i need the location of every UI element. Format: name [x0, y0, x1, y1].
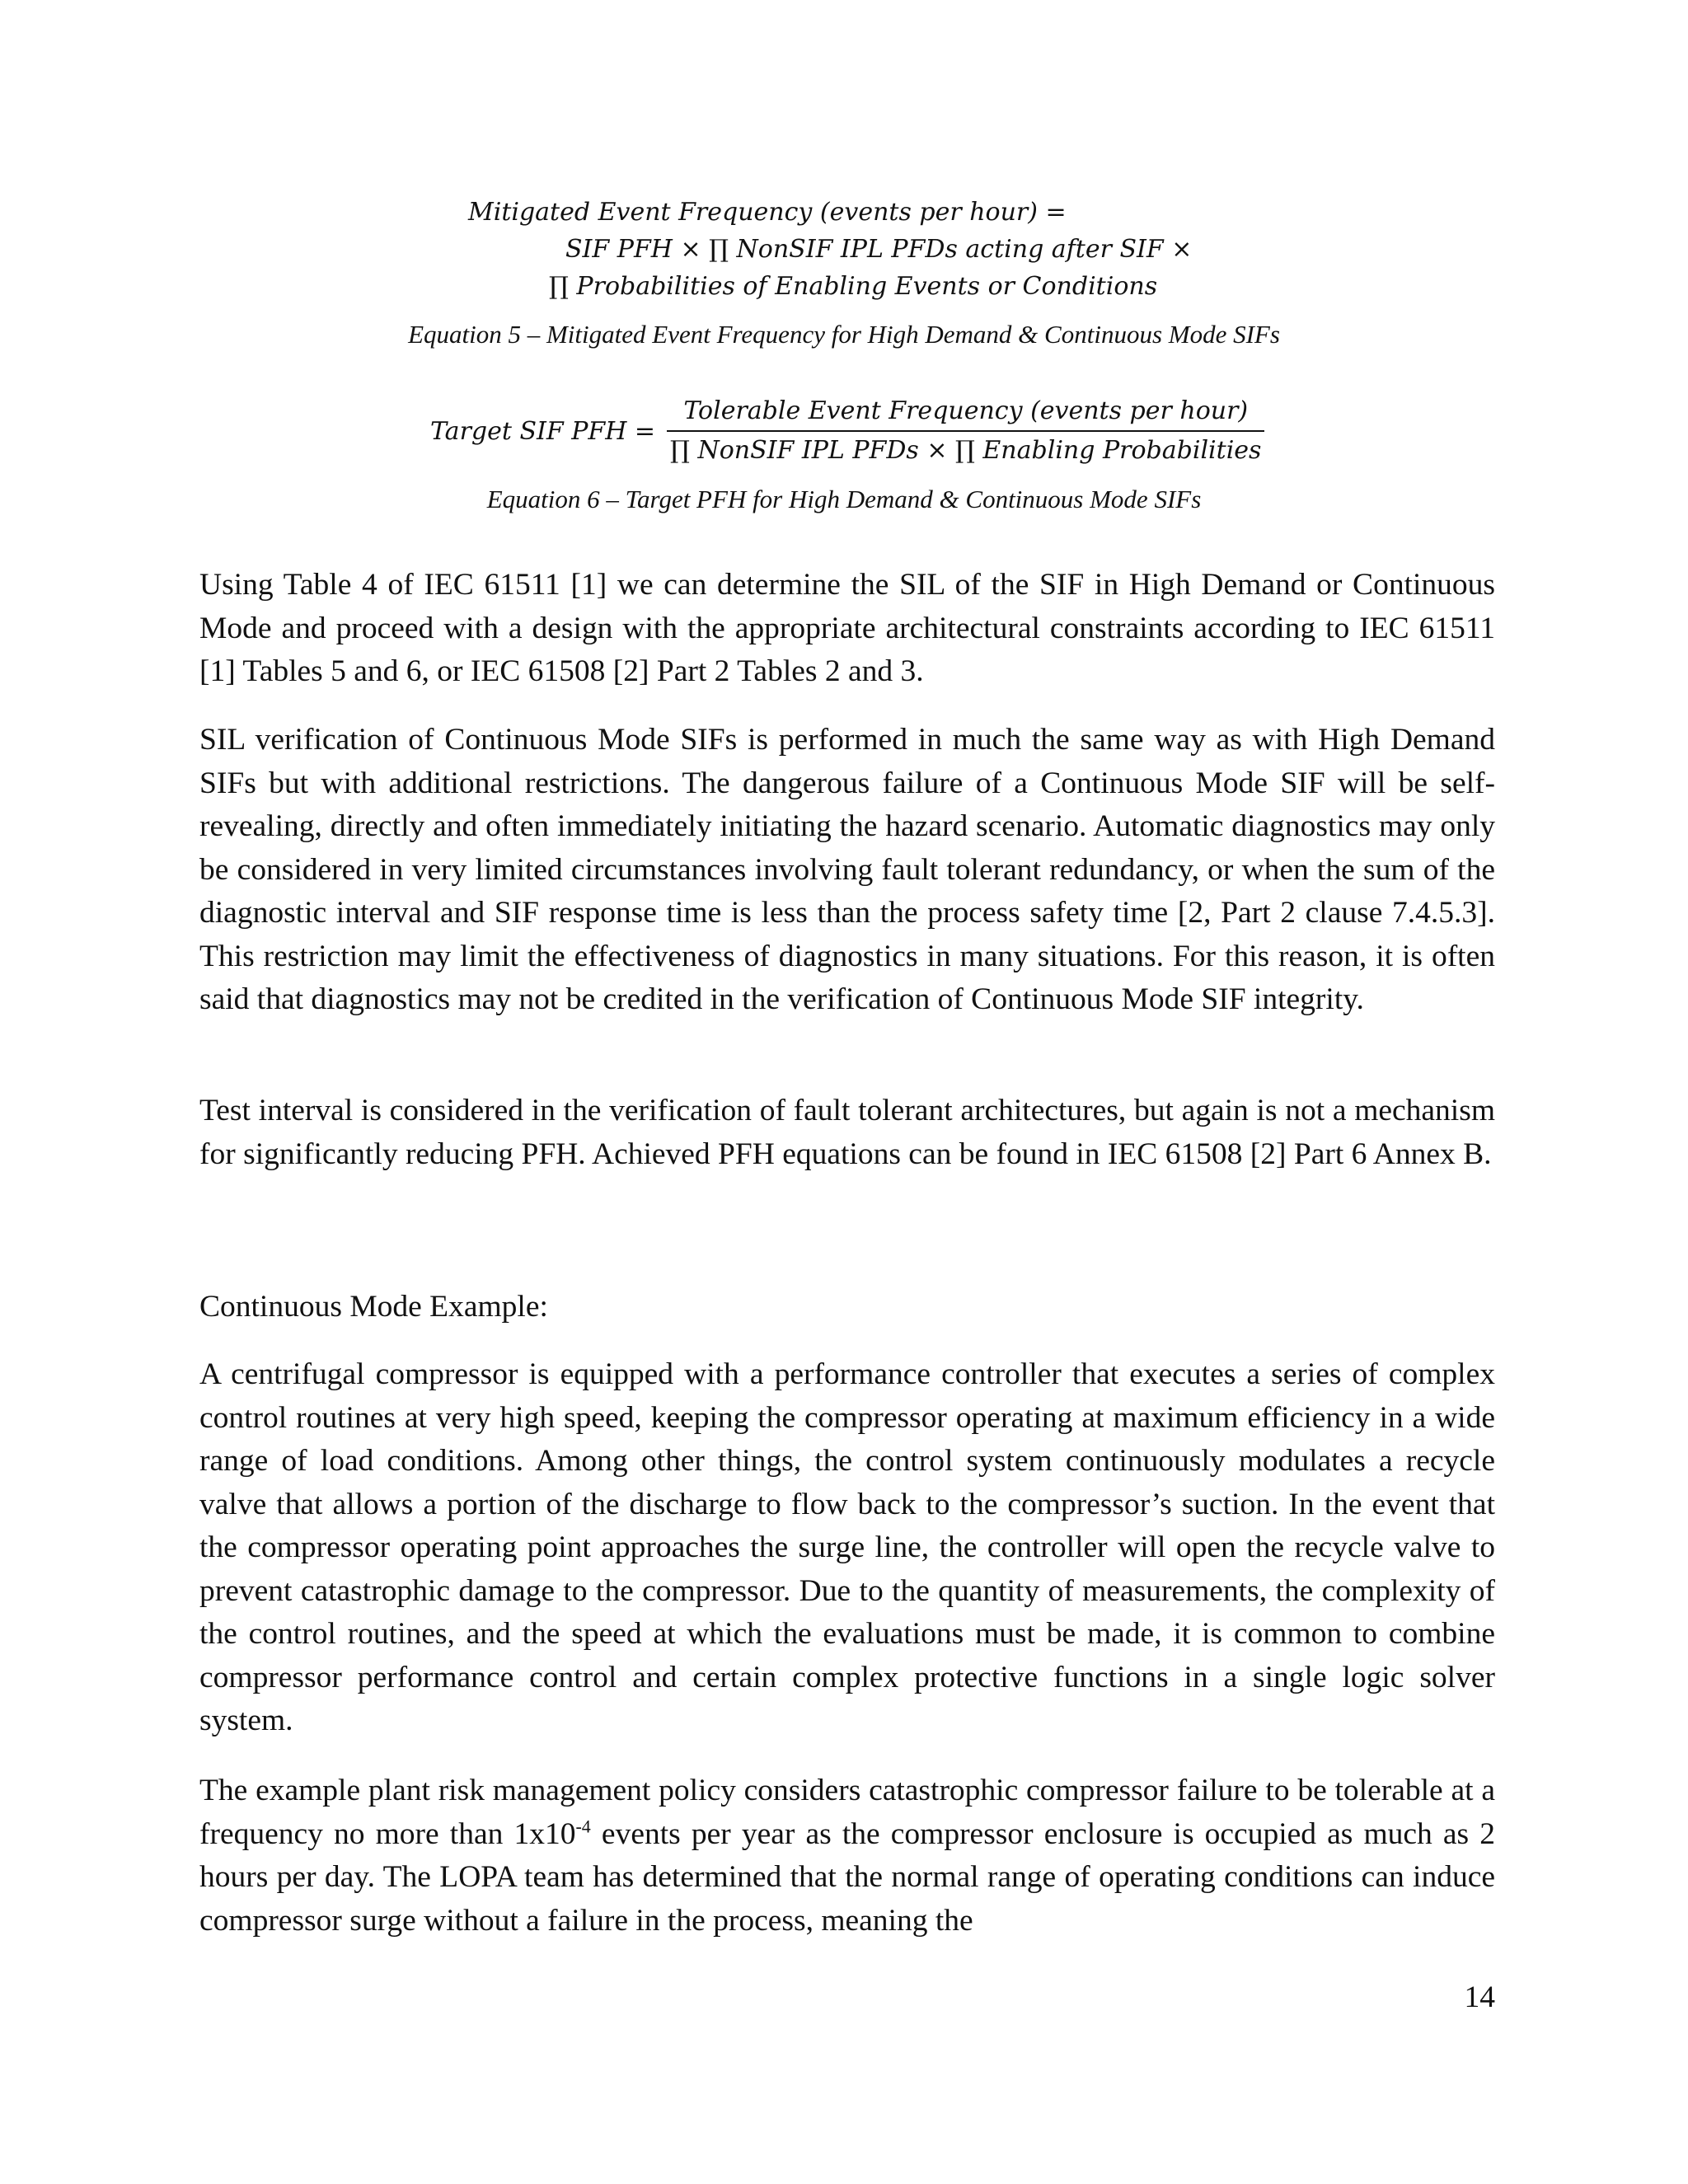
paragraph-test-interval: Test interval is considered in the verification of fault tolerant architectures, but again is not a mechanism for significantly reducing PFH. Achieved PFH equations can be found in IEC 61508 [2] Part 6 Annex B.: [199, 1094, 1495, 1171]
paragraph-compressor-example: A centrifugal compressor is equipped with a performance controller that executes a series of complex control routines at very high speed, keeping the compressor operating at maximum efficiency in a wide range of load conditions. Among other things, the control system continuously modulates a recycle valve that allows a portion of the discharge to flow back to the compressor’s suction. In the event that the compressor operating point approaches the surge line, the controller will open the recycle valve to prevent catastrophic damage to the compressor. Due to the quantity of measurements, the complexity of the control routines, and the speed at which the evaluations must be made, it is common to combine compressor performance control and certain complex protective functions in a single logic solver system.: [199, 1357, 1495, 1737]
equation6-caption: Equation 6 – Target PFH for High Demand & Continuous Mode SIFs: [486, 485, 1202, 513]
equation6-fraction: [667, 394, 1264, 468]
equation6: [430, 394, 1264, 468]
page-number: 14: [1464, 1980, 1495, 2014]
equation5-line3: ∏ Probabilities of Enabling Events or Conditions: [549, 272, 1158, 301]
equation6-lhs: Target SIF PFH =: [430, 416, 656, 446]
section-heading: Continuous Mode Example:: [199, 1290, 548, 1324]
fraction-bar: [667, 430, 1264, 432]
frequency-exponent: -4: [575, 1816, 591, 1836]
equation6-denominator: ∏ NonSIF IPL PFDs × ∏ Enabling Probabilities: [670, 436, 1262, 465]
equation6-numerator: Tolerable Event Frequency (events per hour): [683, 396, 1249, 425]
paragraph-risk-policy: [199, 1769, 1495, 1943]
risk-policy-text-after: events per year as the compressor enclosure is occupied as much as 2 hours per day. The LOPA team has determined that the normal range of operating conditions can induce compressor surge without a failure in the process, meaning the: [199, 1816, 1495, 1938]
equation5-line1: Mitigated Event Frequency (events per hour) =: [468, 198, 1067, 227]
equation5-line2: SIF PFH × ∏ NonSIF IPL PFDs acting after SIF ×: [565, 235, 1193, 264]
paragraph-sil-verification: SIL verification of Continuous Mode SIFs is performed in much the same way as with High Demand SIFs but with additional restrictions. The dangerous failure of a Continuous Mode SIF will be self-revealing, directly and often immediately initiating the hazard scenario. Automatic diagnostics may only be considered in very limited circumstances involving fault tolerant redundancy, or when the sum of the diagnostic interval and SIF response time is less than the process safety time [2, Part 2 clause 7.4.5.3]. This restriction may limit the effectiveness of diagnostics in many situations. For this reason, it is often said that diagnostics may not be credited in the verification of Continuous Mode SIF integrity.: [199, 723, 1495, 1016]
paragraph-sil-determination: Using Table 4 of IEC 61511 [1] we can determine the SIL of the SIF in High Demand or Continuous Mode and proceed with a design with the appropriate architectural constraints according to IEC 61511 [1] Tables 5 and 6, or IEC 61508 [2] Part 2 Tables 2 and 3.: [199, 568, 1495, 688]
risk-policy-text-before: The example plant risk management policy considers catastrophic compressor failure to be tolerable at a frequency no more than 1x10: [199, 1774, 1495, 1851]
equation5-caption: Equation 5 – Mitigated Event Frequency for High Demand & Continuous Mode SIFs: [408, 320, 1280, 349]
